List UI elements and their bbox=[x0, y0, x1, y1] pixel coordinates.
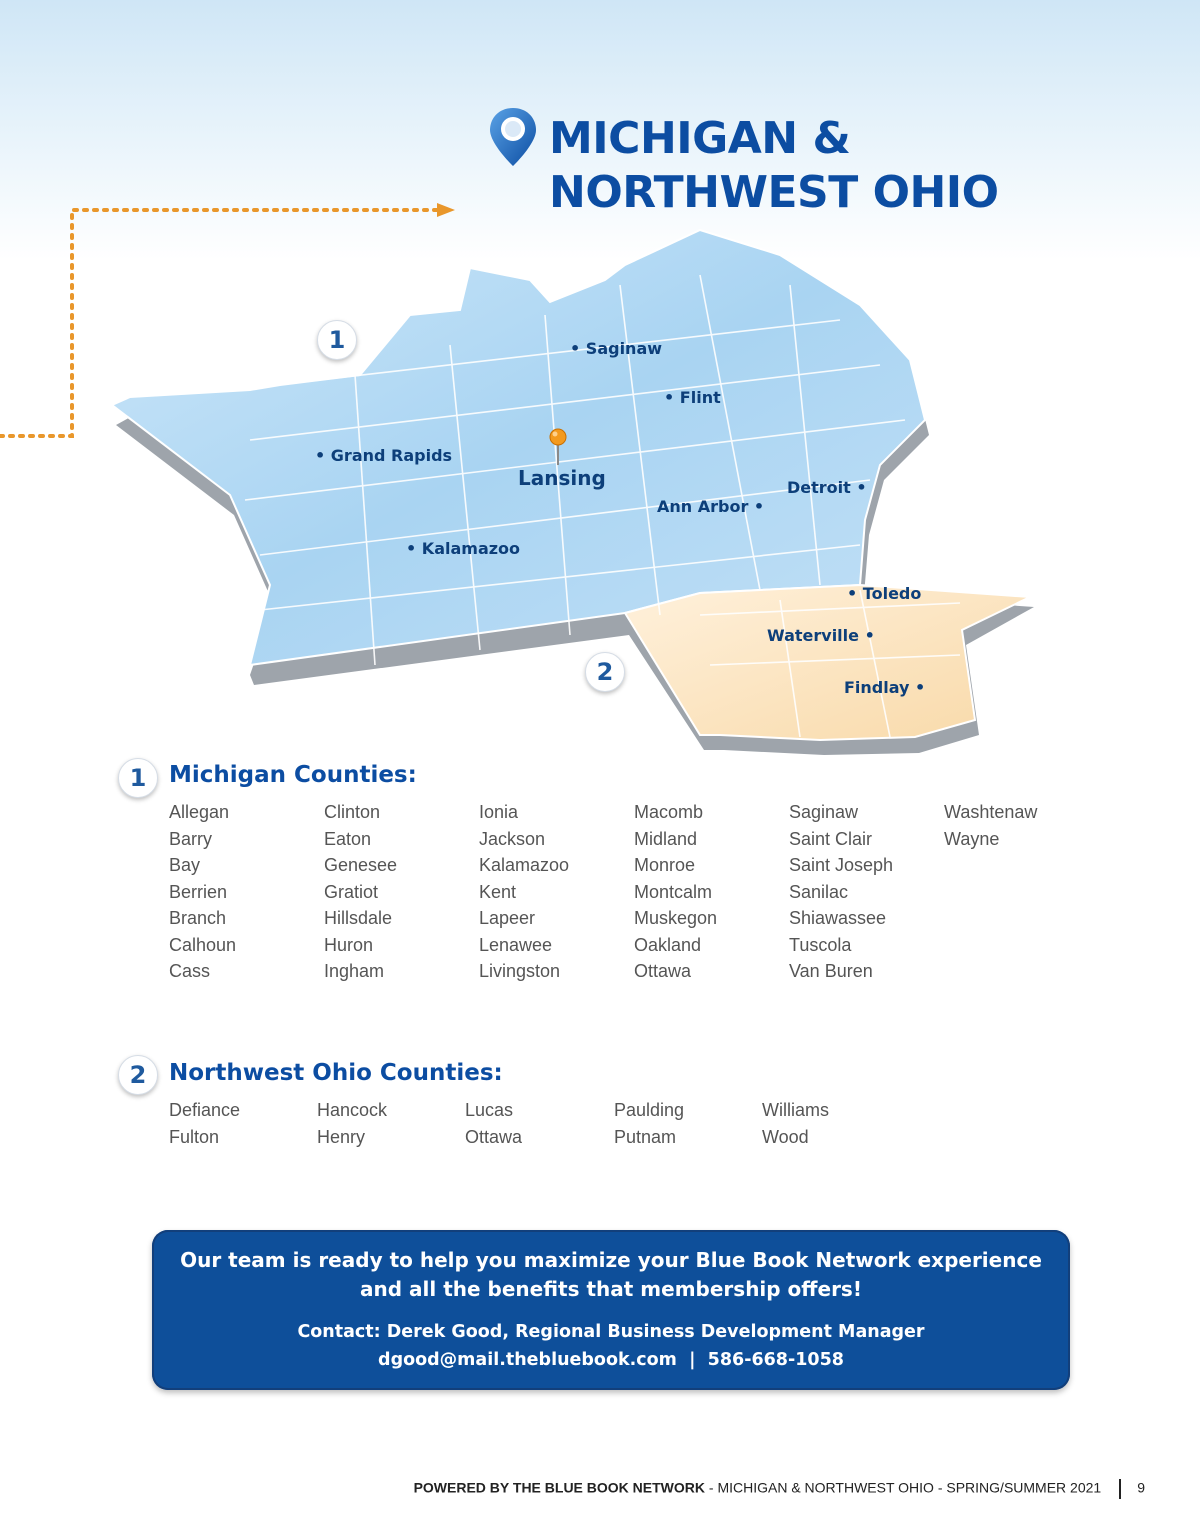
michigan-county-column-4 bbox=[634, 799, 717, 985]
michigan-county-column-3 bbox=[479, 799, 569, 985]
list-item: Lucas bbox=[465, 1100, 514, 1120]
list-item: Bay bbox=[169, 855, 201, 875]
list-item: Calhoun bbox=[169, 934, 237, 955]
callout-line-2: and all the benefits that membership offers! bbox=[360, 1277, 862, 1301]
region-marker-1: 1 bbox=[317, 320, 357, 360]
city-grand-rapids: • Grand Rapids bbox=[315, 446, 453, 465]
map-graphic bbox=[100, 225, 1060, 755]
list-item: Ottawa bbox=[465, 1126, 523, 1147]
list-item: Gratiot bbox=[324, 881, 379, 902]
list-item: Ottawa bbox=[634, 961, 692, 981]
list-item: Wood bbox=[762, 1126, 809, 1147]
list-item: Washtenaw bbox=[944, 802, 1038, 822]
city-findlay: Findlay • bbox=[844, 678, 926, 697]
title-line-2: NORTHWEST OHIO bbox=[549, 167, 999, 218]
list-item: Midland bbox=[634, 828, 698, 849]
list-item: Livingston bbox=[479, 961, 561, 981]
region-marker-2: 2 bbox=[585, 652, 625, 692]
title-line-1: MICHIGAN & bbox=[549, 113, 851, 164]
list-item: Huron bbox=[324, 934, 374, 955]
list-item: Saint Joseph bbox=[789, 855, 894, 875]
ohio-county-column-4 bbox=[614, 1097, 684, 1150]
list-item: Hillsdale bbox=[324, 908, 393, 928]
contact-name-line: Contact: Derek Good, Regional Business Development Manager bbox=[297, 1322, 925, 1342]
list-item: Berrien bbox=[169, 881, 228, 902]
list-item: Ingham bbox=[324, 961, 385, 981]
list-item: Oakland bbox=[634, 934, 702, 955]
list-item: Macomb bbox=[634, 802, 704, 822]
city-ann-arbor: Ann Arbor • bbox=[657, 497, 765, 516]
list-item: Barry bbox=[169, 828, 213, 849]
contact-callout-box bbox=[152, 1230, 1070, 1390]
list-item: Williams bbox=[762, 1100, 829, 1120]
ohio-section-number: 2 bbox=[118, 1055, 158, 1095]
footer-text: - MICHIGAN & NORTHWEST OHIO - SPRING/SUMMER 2021 bbox=[705, 1479, 1102, 1496]
list-item: Ionia bbox=[479, 802, 519, 822]
list-item: Fulton bbox=[169, 1126, 220, 1147]
city-kalamazoo: • Kalamazoo bbox=[406, 539, 521, 558]
list-item: Shiawassee bbox=[789, 908, 887, 928]
city-saginaw: • Saginaw bbox=[570, 339, 663, 358]
michigan-county-column-6 bbox=[944, 799, 1037, 852]
list-item: Branch bbox=[169, 908, 227, 928]
footer-brand: POWERED BY THE BLUE BOOK NETWORK bbox=[413, 1479, 705, 1496]
list-item: Wayne bbox=[944, 828, 1000, 849]
location-pin-icon bbox=[487, 106, 539, 168]
ohio-county-column-2 bbox=[317, 1097, 387, 1150]
list-item: Van Buren bbox=[789, 961, 873, 981]
region-map bbox=[100, 225, 1060, 755]
michigan-county-column-1 bbox=[169, 799, 236, 985]
list-item: Paulding bbox=[614, 1100, 685, 1120]
list-item: Hancock bbox=[317, 1100, 388, 1120]
list-item: Putnam bbox=[614, 1126, 677, 1147]
contact-email-phone-line[interactable]: dgood@mail.thebluebook.com | 586-668-1058 bbox=[378, 1350, 844, 1370]
list-item: Genesee bbox=[324, 855, 398, 875]
page-title bbox=[549, 112, 999, 220]
callout-line-1: Our team is ready to help you maximize your Blue Book Network experience bbox=[180, 1248, 1042, 1272]
footer-divider bbox=[1119, 1479, 1121, 1499]
list-item: Montcalm bbox=[634, 881, 713, 902]
list-item: Tuscola bbox=[789, 934, 852, 955]
list-item: Henry bbox=[317, 1126, 366, 1147]
list-item: Muskegon bbox=[634, 908, 718, 928]
list-item: Jackson bbox=[479, 828, 546, 849]
michigan-county-column-2 bbox=[324, 799, 397, 985]
michigan-counties-heading: Michigan Counties: bbox=[169, 762, 417, 788]
list-item: Monroe bbox=[634, 855, 696, 875]
michigan-county-column-5 bbox=[789, 799, 893, 985]
list-item: Clinton bbox=[324, 802, 381, 822]
city-detroit: Detroit • bbox=[787, 478, 867, 497]
list-item: Lapeer bbox=[479, 908, 536, 928]
callout-message bbox=[152, 1246, 1070, 1304]
list-item: Defiance bbox=[169, 1100, 241, 1120]
page-number: 9 bbox=[1137, 1479, 1145, 1496]
list-item: Lenawee bbox=[479, 934, 553, 955]
city-flint: • Flint bbox=[664, 388, 721, 407]
contact-info bbox=[152, 1318, 1070, 1374]
ohio-county-column-3 bbox=[465, 1097, 522, 1150]
list-item: Allegan bbox=[169, 802, 230, 822]
michigan-section-number: 1 bbox=[118, 758, 158, 798]
ohio-county-column-1 bbox=[169, 1097, 240, 1150]
list-item: Sanilac bbox=[789, 881, 849, 902]
city-lansing: Lansing bbox=[518, 466, 606, 490]
list-item: Kent bbox=[479, 881, 517, 902]
list-item: Saint Clair bbox=[789, 828, 873, 849]
ohio-county-column-5 bbox=[762, 1097, 829, 1150]
list-item: Eaton bbox=[324, 828, 372, 849]
city-waterville: Waterville • bbox=[767, 626, 875, 645]
list-item: Kalamazoo bbox=[479, 855, 570, 875]
ohio-counties-heading: Northwest Ohio Counties: bbox=[169, 1060, 503, 1086]
list-item: Cass bbox=[169, 961, 211, 981]
page-footer bbox=[414, 1479, 1145, 1499]
city-toledo: • Toledo bbox=[847, 584, 922, 603]
list-item: Saginaw bbox=[789, 802, 859, 822]
